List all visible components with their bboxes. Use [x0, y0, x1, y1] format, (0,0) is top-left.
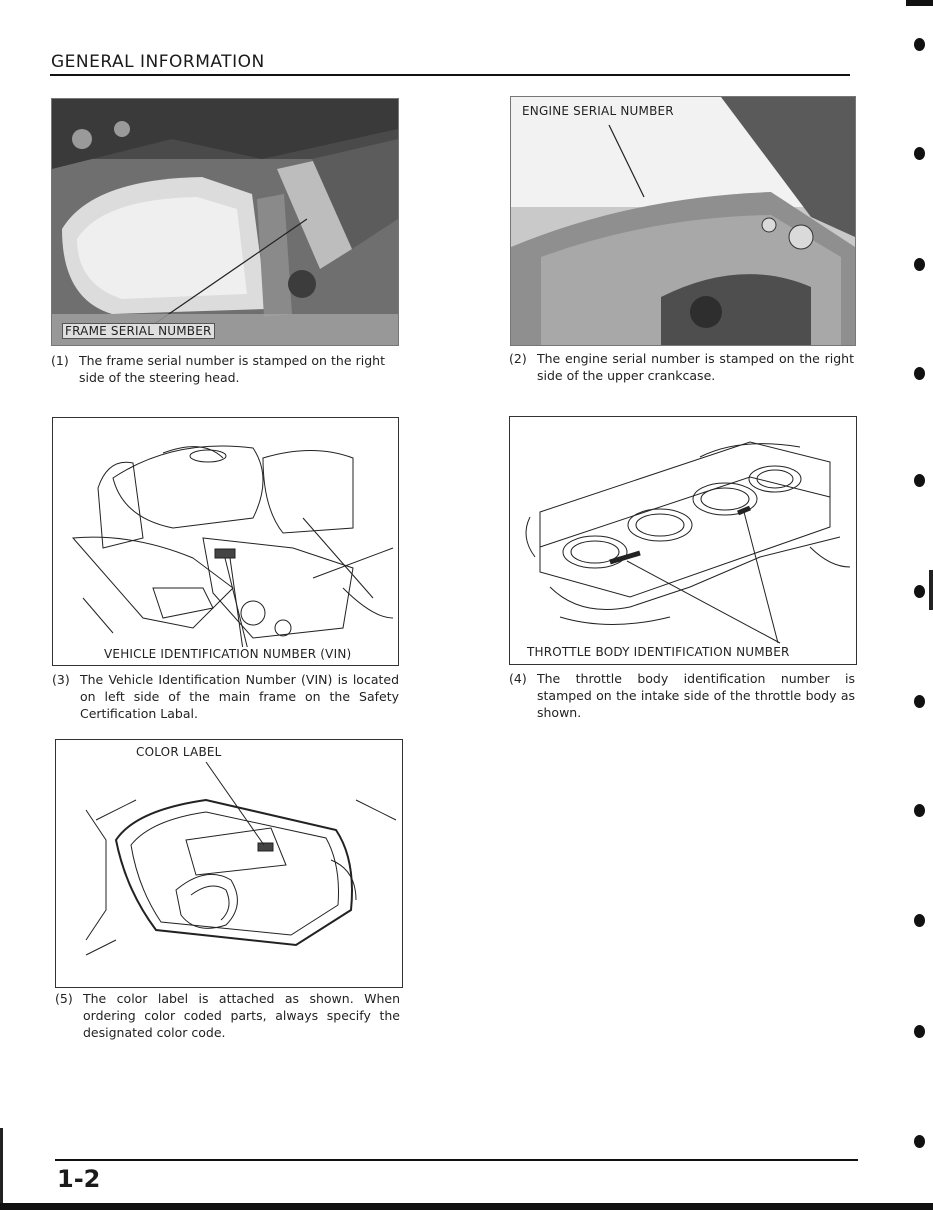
scan-edge-left [0, 1128, 3, 1210]
vin-illustration [52, 417, 399, 666]
figure-number: (2) [509, 351, 527, 366]
engine-serial-label: ENGINE SERIAL NUMBER [522, 104, 674, 118]
caption-text: The color label is attached as shown. When ordering color coded parts, always specify the designated color code. [83, 991, 400, 1040]
figure-number: (5) [55, 991, 73, 1006]
figure-3-caption [52, 671, 399, 722]
color-label-label: COLOR LABEL [136, 745, 222, 759]
binder-hole [914, 804, 925, 817]
binder-hole [914, 474, 925, 487]
caption-text: The Vehicle Identification Number (VIN) is located on left side of the main frame on the Safety Certification Labal. [80, 672, 399, 721]
binder-hole [914, 914, 925, 927]
binder-hole [914, 367, 925, 380]
binder-hole [914, 1025, 925, 1038]
caption-text: The frame serial number is stamped on the right side of the steering head. [79, 353, 385, 385]
engine-serial-photo [510, 96, 856, 346]
figure-1-caption [51, 352, 385, 386]
footer-rule [55, 1159, 858, 1161]
frame-serial-label: FRAME SERIAL NUMBER [62, 323, 215, 339]
color-label-illustration [55, 739, 403, 988]
page-number: 1-2 [57, 1165, 101, 1193]
page-title: GENERAL INFORMATION [51, 52, 265, 72]
scan-edge-top [906, 0, 933, 6]
caption-text: The throttle body identification number is stamped on the intake side of the throttle body as shown. [537, 671, 855, 720]
figure-number: (4) [509, 671, 527, 686]
header-rule [50, 74, 850, 76]
scan-edge-bottom [0, 1203, 933, 1210]
figure-number: (1) [51, 353, 69, 368]
frame-serial-photo [51, 98, 399, 346]
figure-5-caption [55, 990, 400, 1041]
binder-hole [914, 1135, 925, 1148]
binder-hole [914, 258, 925, 271]
binder-hole [914, 38, 925, 51]
figure-4-caption [509, 670, 855, 721]
binder-hole [914, 695, 925, 708]
throttle-body-label: THROTTLE BODY IDENTIFICATION NUMBER [527, 645, 790, 659]
throttle-body-illustration [509, 416, 857, 665]
figure-number: (3) [52, 672, 70, 687]
caption-text: The engine serial number is stamped on the right side of the upper crankcase. [537, 351, 854, 383]
binder-hole [914, 585, 925, 598]
figure-2-caption [509, 350, 854, 384]
binder-hole [914, 147, 925, 160]
vin-label: VEHICLE IDENTIFICATION NUMBER (VIN) [104, 647, 352, 661]
scan-edge-right [929, 570, 933, 610]
